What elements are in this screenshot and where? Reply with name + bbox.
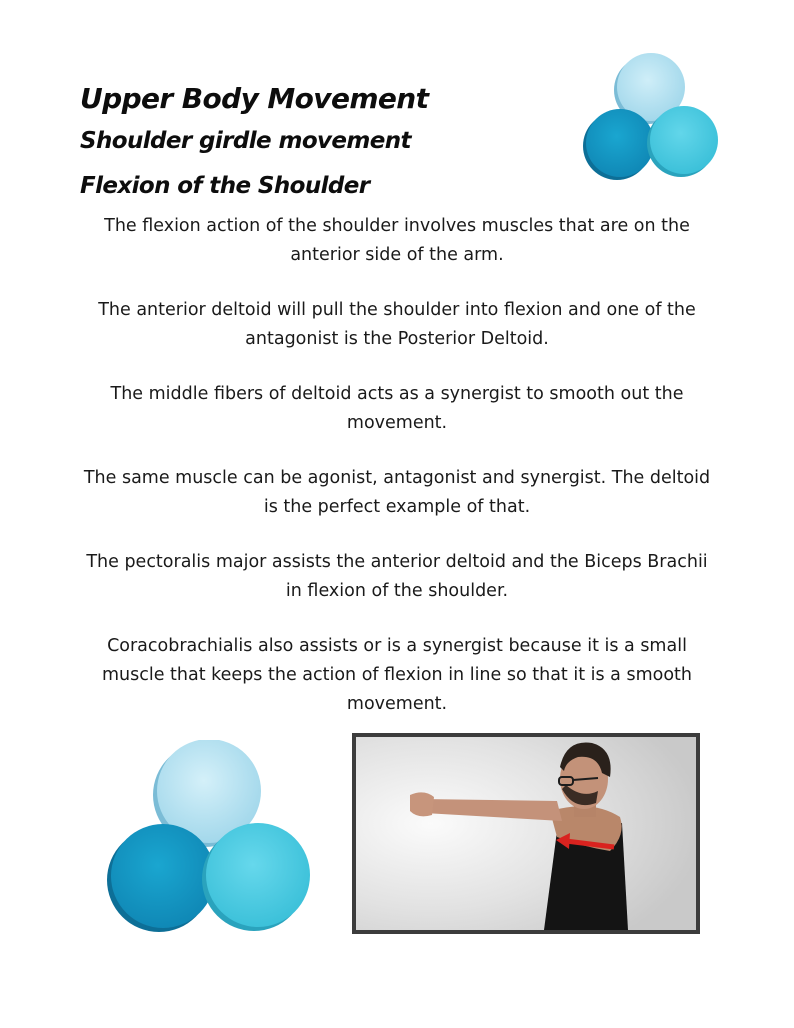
paragraph-3: The middle fibers of deltoid acts as a synergist to smooth out the movement. [110, 384, 684, 433]
paragraph-1: The flexion action of the shoulder involves muscles that are on the anterior side of the arm. [104, 216, 690, 265]
section-title: Flexion of the Shoulder [80, 173, 370, 199]
three-circles-logo-large-icon [102, 740, 312, 936]
page-title: Upper Body Movement [80, 82, 429, 115]
page-subtitle: Shoulder girdle movement [80, 128, 411, 154]
three-circles-logo-icon [578, 50, 720, 184]
shoulder-flexion-photo [352, 733, 700, 934]
paragraph-6: Coracobrachialis also assists or is a synergist because it is a small muscle that keeps the action of flexion in line so that it is a smooth movement. [101, 636, 692, 714]
paragraph-4: The same muscle can be agonist, antagonist and synergist. The deltoid is the perfect example of that. [83, 468, 711, 517]
body-text [80, 212, 714, 745]
paragraph-5: The pectoralis major assists the anterior deltoid and the Biceps Brachii in flexion of the shoulder. [86, 552, 708, 601]
paragraph-2: The anterior deltoid will pull the shoulder into flexion and one of the antagonist is the Posterior Deltoid. [98, 300, 696, 349]
